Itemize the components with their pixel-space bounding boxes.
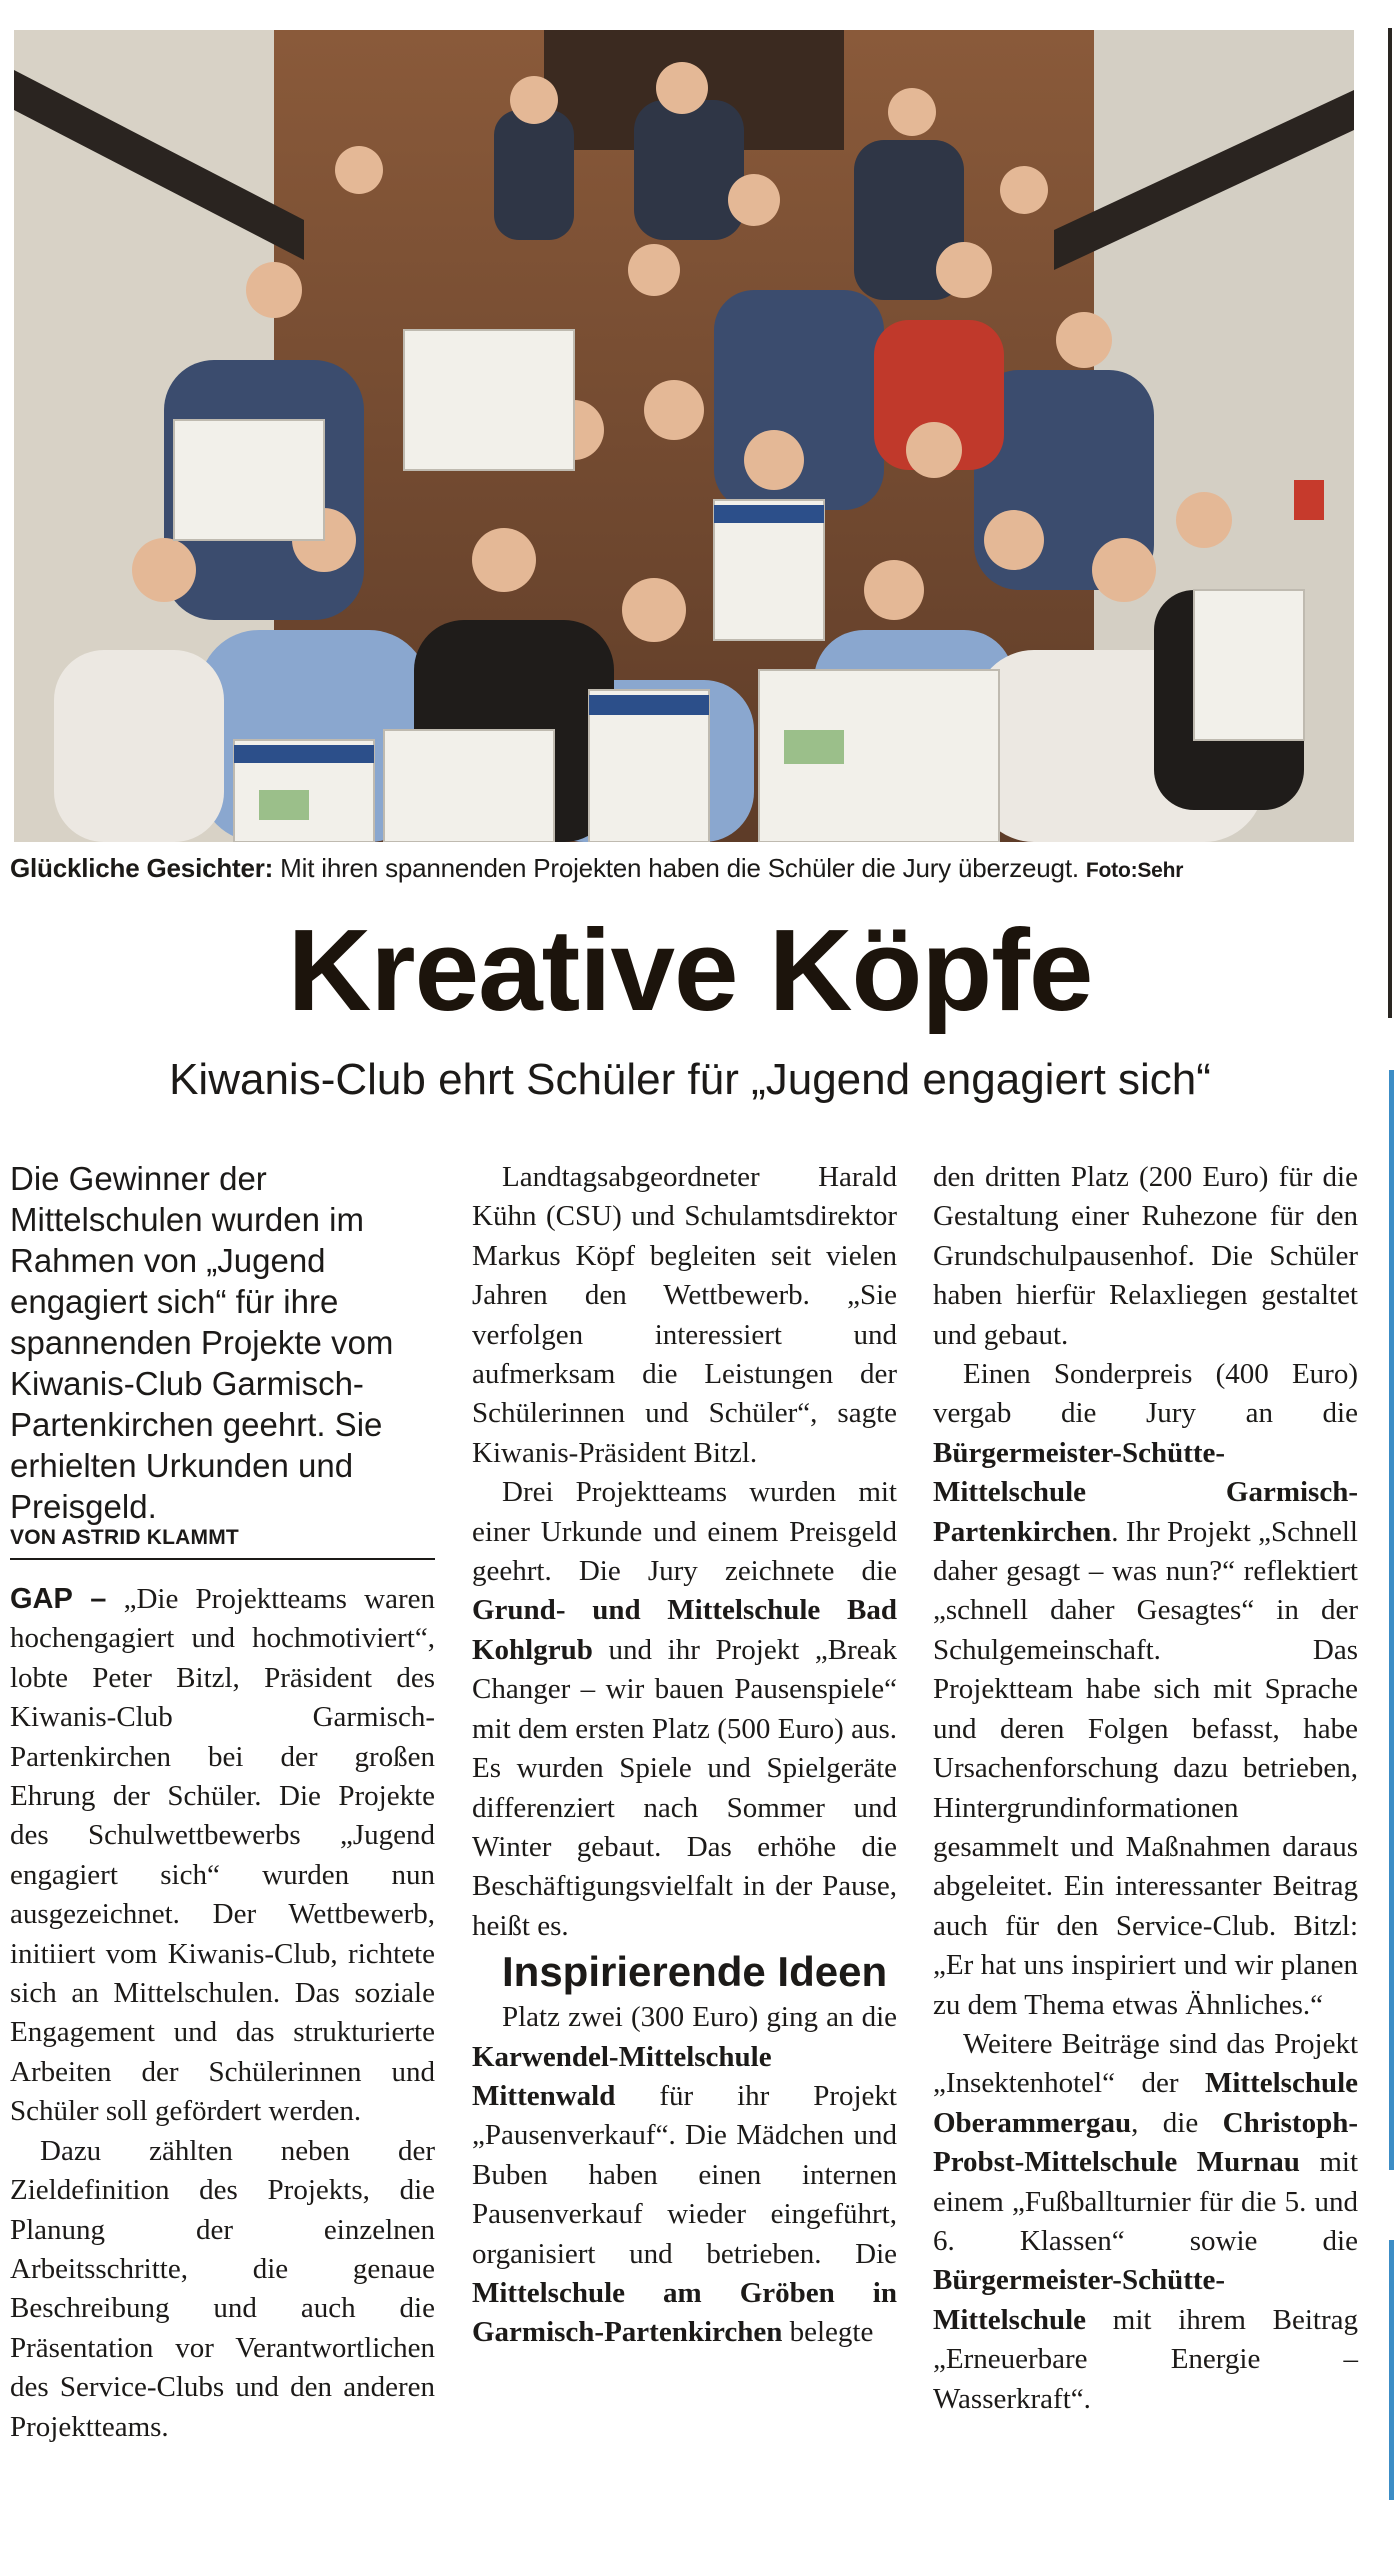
accent-bar — [1389, 2240, 1394, 2500]
body-paragraph — [10, 1580, 435, 2132]
group-photo-illustration — [14, 30, 1354, 842]
body-text: mit ihrem Beitrag „Erneuerbare Energie – Wasserkraft“. — [933, 2303, 1358, 2415]
photo-caption — [10, 852, 1360, 887]
column-rule — [1388, 28, 1392, 1018]
body-text: belegte — [782, 2316, 874, 2349]
caption-label: Glückliche Gesichter: — [10, 853, 274, 883]
body-paragraph: den dritten Platz (200 Euro) für die Gestaltung einer Ruhezone für den Grundschulpausenhof. Die Schüler haben hierfür Relaxliegen gestaltet und gebaut. — [933, 1161, 1358, 1351]
article-column-1 — [10, 1580, 435, 2447]
school-name: Mittelschule am Gröben in Garmisch-Partenkirchen — [472, 2276, 897, 2349]
body-text: . Ihr Projekt „Schnell daher gesagt – was nun?“ reflektiert „schnell daher Gesagtes“ in der Schulgemeinschaft. Das Projektteam habe sich mit Sprache und deren Folgen befasst, habe Ursachenforschung dazu betrieben, Hintergrundinformationen gesammelt und Maßnahmen daraus abgeleitet. Ein interessanter Beitrag auch für den Service-Club. Bitzl: „Er hat uns inspiriert und wir planen zu dem Thema etwas Ähnliches.“ — [933, 1515, 1358, 2021]
article-column-3 — [933, 1158, 1358, 2419]
body-text: mit einem „Fußballturnier für die 5. und 6. Klassen“ sowie die — [933, 2146, 1359, 2257]
body-text: Einen Sonderpreis (400 Euro) vergab die Jury an die — [933, 1358, 1358, 1430]
group-photo — [14, 30, 1354, 842]
body-text: und ihr Projekt „Break Changer – wir bauen Pausenspiele“ mit dem ersten Platz (500 Euro) aus. Es wurden Spiele und Spielgeräte differenziert nach Sommer und Winter gebaut. Das erhöhe die Beschäftigungsvielfalt in der Pause, heißt es. — [472, 1633, 897, 1942]
body-text: Weitere Beiträge sind das Projekt „Insektenhotel“ der — [933, 2027, 1358, 2100]
school-name: Bürgermeister-Schütte-Mittelschule Garmisch-Partenkirchen — [933, 1436, 1358, 1548]
lead-paragraph: Die Gewinner der Mittelschulen wurden im Rahmen von „Jugend engagiert sich“ für ihre spannenden Projekte vom Kiwanis-Club Garmisch-Partenkirchen geehrt. Sie erhielten Urkunden und Preisgeld. — [10, 1160, 394, 1525]
body-text: , die — [1131, 2106, 1223, 2139]
body-text: für ihr Projekt „Pausenverkauf“. Die Mädchen und Buben haben einen internen Pausenverkauf wieder eingeführt, organisiert und betrieben. Die — [472, 2079, 897, 2270]
school-name: Grund- und Mittelschule Bad Kohlgrub — [472, 1594, 897, 1666]
body-paragraph — [933, 1355, 1358, 2025]
body-paragraph — [933, 2025, 1358, 2419]
body-paragraph — [472, 1473, 897, 1946]
caption-text: Mit ihren spannenden Projekten haben die Schüler die Jury überzeugt. — [273, 853, 1079, 883]
body-text: „Die Projektteams waren hochengagiert und hochmotiviert“, lobte Peter Bitzl, Präsident des Kiwanis-Club Garmisch-Partenkirchen bei der großen Ehrung der Schüler. Die Projekte des Schulwettbewerbs „Jugend engagiert sich“ wurden nun ausgezeichnet. Der Wettbewerb, initiiert vom Kiwanis-Club, richtete sich an Mittelschulen. Das soziale Engagement und das strukturierte Arbeiten der Schülerinnen und Schüler soll gefördert werden. — [10, 1583, 435, 2128]
article-column-2 — [472, 1158, 897, 2353]
headline: Kreative Köpfe — [287, 905, 1093, 1035]
body-paragraph — [472, 1998, 897, 2353]
school-name: Mittelschule Oberammergau — [933, 2067, 1358, 2139]
school-name: Christoph-Probst-Mittelschule Murnau — [933, 2106, 1358, 2179]
section-subheading: Inspirierende Ideen — [502, 1948, 888, 1996]
accent-bar — [1389, 1070, 1394, 2170]
subheadline: Kiwanis-Club ehrt Schüler für „Jugend engagiert sich“ — [169, 1055, 1211, 1104]
photo-credit: Foto:Sehr — [1085, 859, 1184, 882]
dateline: GAP – — [10, 1583, 107, 1615]
body-text: Platz zwei (300 Euro) ging an die — [502, 2001, 897, 2034]
school-name: Karwendel-Mittelschule Mittenwald — [472, 2040, 772, 2112]
school-name: Bürgermeister-Schütte-Mittelschule — [933, 2264, 1226, 2336]
body-text: Drei Projektteams wurden mit einer Urkunde und einem Preisgeld geehrt. Die Jury zeichnete die — [472, 1476, 897, 1588]
body-paragraph: Landtagsabgeordneter Harald Kühn (CSU) und Schulamtsdirektor Markus Köpf begleiten seit vielen Jahren den Wettbewerb. „Sie verfolgen interessiert und aufmerksam die Leistungen der Schülerinnen und Schüler“, sagte Kiwanis-Präsident Bitzl. — [472, 1161, 897, 1469]
byline: VON ASTRID KLAMMT — [10, 1526, 435, 1560]
body-paragraph: Dazu zählten neben der Zieldefinition des Projekts, die Planung der einzelnen Arbeitsschritte, die genaue Beschreibung und auch die Präsentation vor Verantwortlichen des Service-Clubs und den anderen Projektteams. — [10, 2134, 435, 2443]
